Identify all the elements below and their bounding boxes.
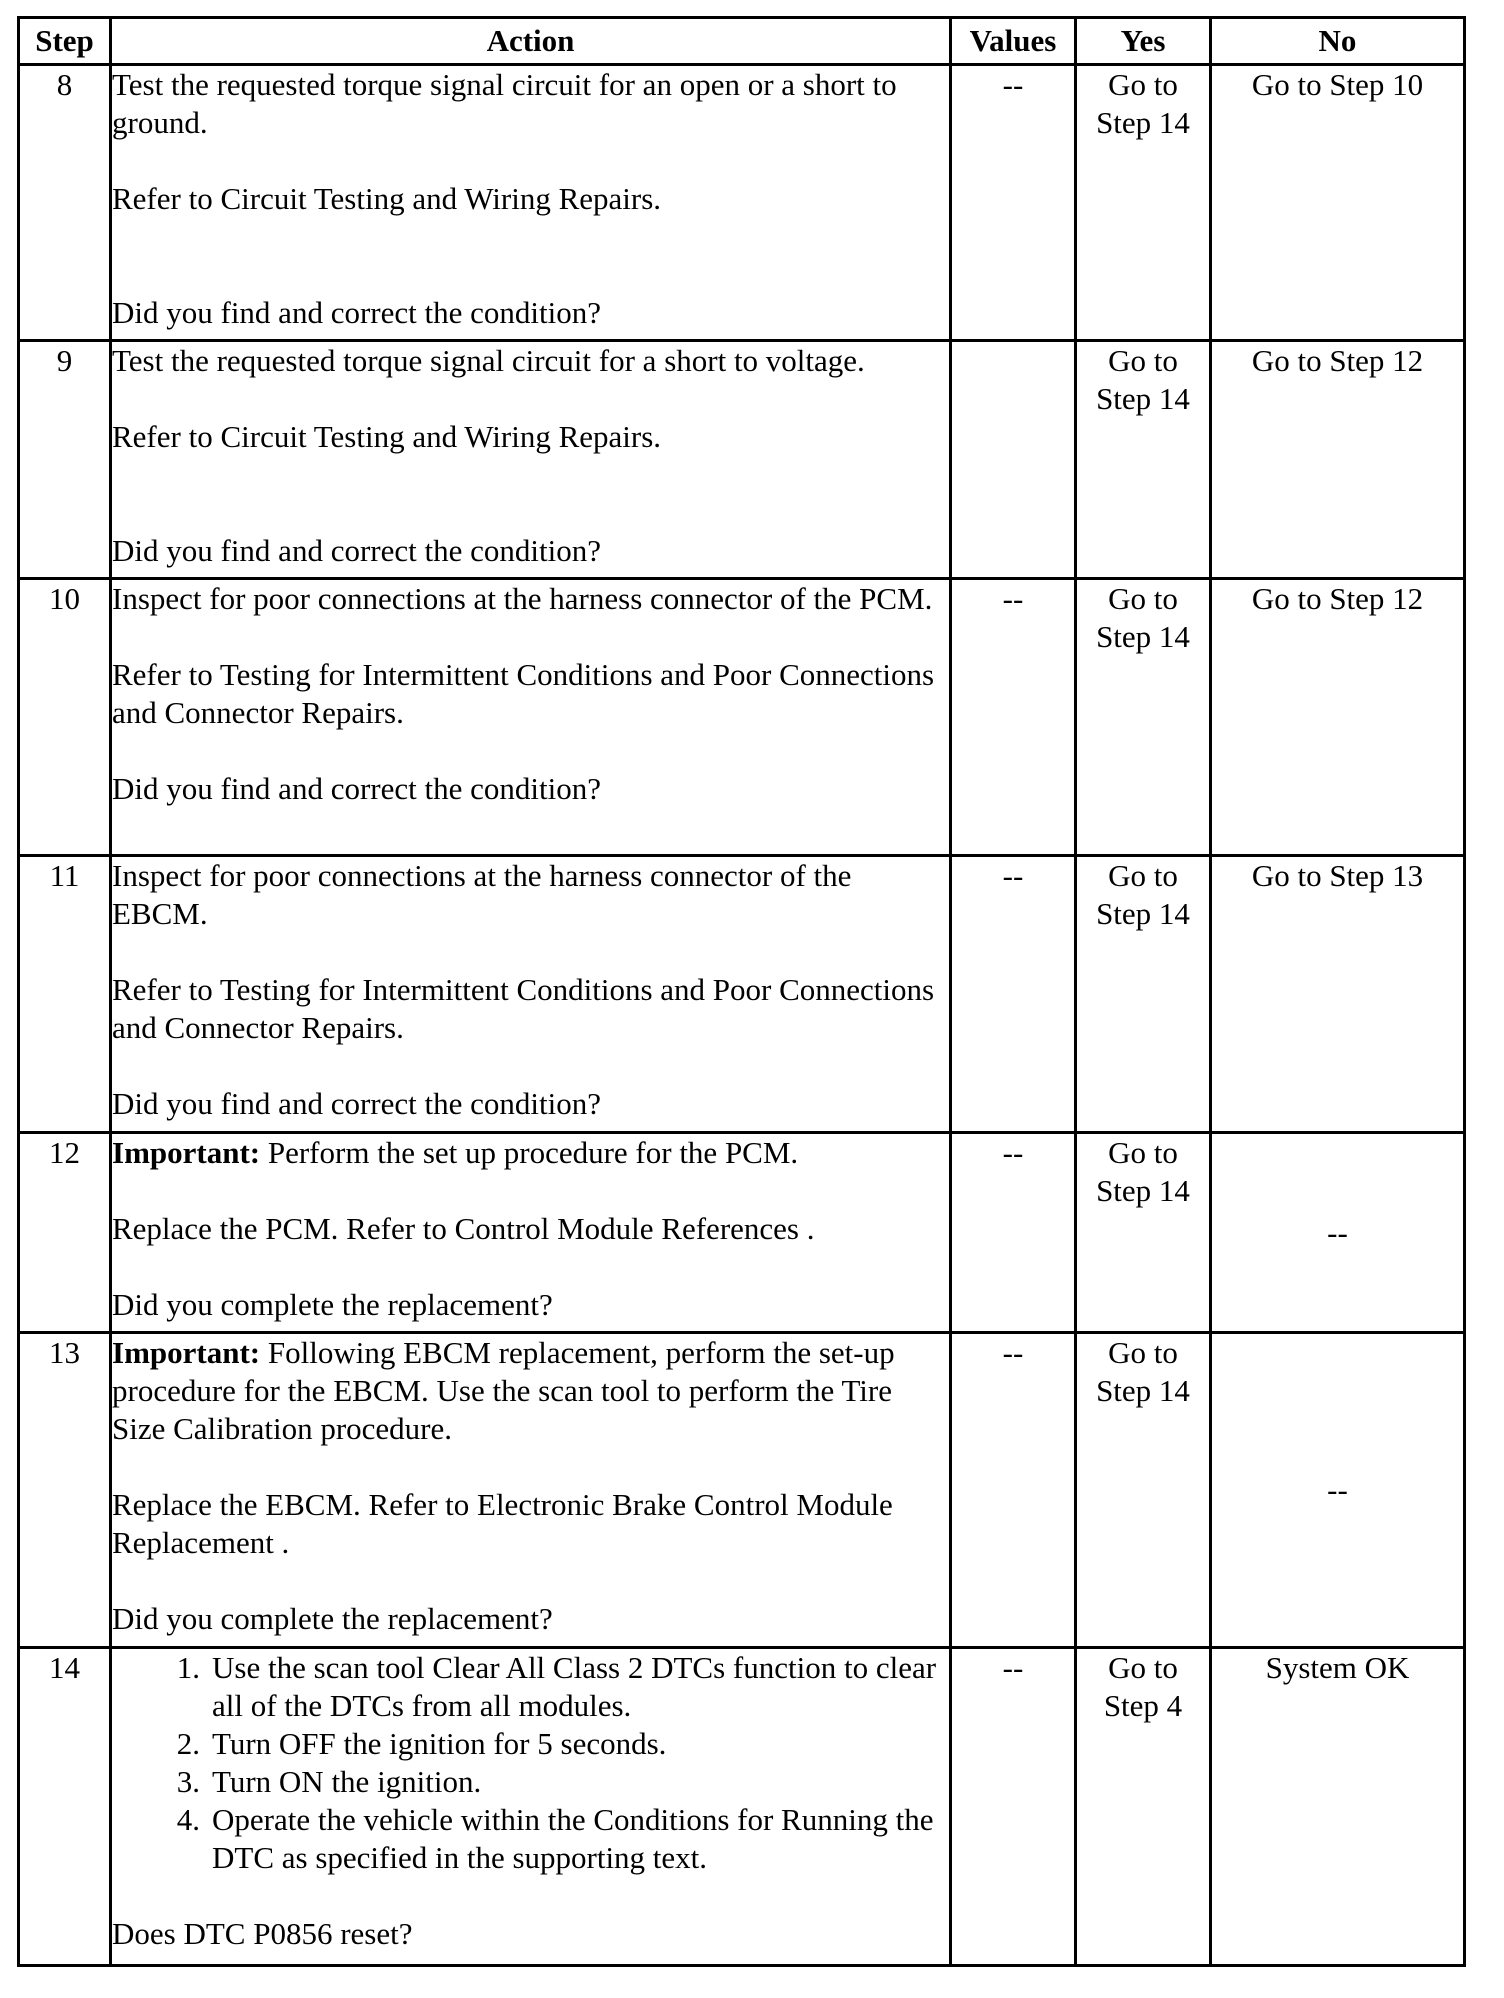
question-text: Did you find and correct the condition?: [112, 1086, 601, 1121]
reference-text: Refer to Circuit Testing and Wiring Repairs.: [112, 181, 662, 216]
question-text: Did you find and correct the condition?: [112, 295, 601, 330]
action-cell: [111, 856, 951, 1133]
yes-cell: Go to Step 14: [1076, 579, 1211, 856]
question-text: Did you complete the replacement?: [112, 1601, 553, 1636]
table-row: [19, 65, 1465, 341]
step-number: 13: [19, 1333, 111, 1648]
yes-cell: Go to Step 14: [1076, 1333, 1211, 1648]
list-item: [112, 1801, 949, 1877]
no-cell: --: [1211, 1133, 1465, 1333]
no-cell: Go to Step 10: [1211, 65, 1465, 341]
reference-text: Refer to Testing for Intermittent Conditions and Poor Connections and Connector Repairs.: [112, 972, 935, 1045]
question-text: Does DTC P0856 reset?: [112, 1916, 413, 1951]
values-cell: --: [951, 579, 1076, 856]
step-number: 14: [19, 1648, 111, 1966]
no-cell: Go to Step 13: [1211, 856, 1465, 1133]
values-cell: --: [951, 65, 1076, 341]
list-item: [112, 1725, 949, 1763]
header-yes: Yes: [1076, 18, 1211, 65]
values-cell: --: [951, 1333, 1076, 1648]
important-label: Important:: [112, 1335, 261, 1370]
important-note: [112, 1334, 949, 1448]
list-text: Turn ON the ignition.: [212, 1764, 482, 1799]
list-item: [112, 1763, 949, 1801]
list-number: 4.: [176, 1802, 200, 1837]
header-row: [19, 18, 1465, 65]
values-cell: --: [951, 1648, 1076, 1966]
table-row: [19, 856, 1465, 1133]
list-number: 2.: [176, 1726, 200, 1761]
table-row: [19, 1133, 1465, 1333]
values-cell: --: [951, 1133, 1076, 1333]
important-label: Important:: [112, 1135, 261, 1170]
yes-cell: Go to Step 14: [1076, 1133, 1211, 1333]
action-text: Test the requested torque signal circuit for a short to voltage.: [112, 343, 865, 378]
question-text: Did you find and correct the condition?: [112, 771, 601, 806]
header-action: Action: [111, 18, 951, 65]
table-row: [19, 341, 1465, 579]
action-cell: [111, 1133, 951, 1333]
header-no: No: [1211, 18, 1465, 65]
table-row: [19, 579, 1465, 856]
header-values: Values: [951, 18, 1076, 65]
yes-cell: Go to Step 14: [1076, 65, 1211, 341]
yes-cell: Go to Step 14: [1076, 856, 1211, 1133]
table-row: [19, 1648, 1465, 1966]
list-number: 1.: [176, 1650, 200, 1685]
values-cell: --: [951, 856, 1076, 1133]
no-cell: Go to Step 12: [1211, 341, 1465, 579]
yes-cell: Go to Step 4: [1076, 1648, 1211, 1966]
question-text: Did you find and correct the condition?: [112, 533, 601, 568]
step-number: 12: [19, 1133, 111, 1333]
step-number: 11: [19, 856, 111, 1133]
list-text: Operate the vehicle within the Conditions for Running the DTC as specified in the supporting text.: [212, 1802, 934, 1875]
action-cell: [111, 341, 951, 579]
no-cell: --: [1211, 1333, 1465, 1648]
action-cell: [111, 579, 951, 856]
list-item: [112, 1649, 949, 1725]
list-text: Use the scan tool Clear All Class 2 DTCs function to clear all of the DTCs from all modules.: [212, 1650, 937, 1723]
action-cell: [111, 1333, 951, 1648]
list-text: Turn OFF the ignition for 5 seconds.: [212, 1726, 667, 1761]
table-row: [19, 1333, 1465, 1648]
header-step: Step: [19, 18, 111, 65]
action-cell: [111, 65, 951, 341]
procedure-list: [112, 1649, 949, 1877]
diagnostic-table: [17, 16, 1466, 1967]
no-cell: Go to Step 12: [1211, 579, 1465, 856]
action-text: Inspect for poor connections at the harness connector of the EBCM.: [112, 858, 852, 931]
question-text: Did you complete the replacement?: [112, 1287, 553, 1322]
important-text: Following EBCM replacement, perform the set-up procedure for the EBCM. Use the scan tool to perform the Tire Size Calibration procedure.: [112, 1335, 895, 1446]
action-text: Inspect for poor connections at the harness connector of the PCM.: [112, 581, 933, 616]
list-number: 3.: [176, 1764, 200, 1799]
values-cell: [951, 341, 1076, 579]
reference-text: Refer to Circuit Testing and Wiring Repairs.: [112, 419, 662, 454]
no-cell: System OK: [1211, 1648, 1465, 1966]
reference-text: Refer to Testing for Intermittent Conditions and Poor Connections and Connector Repairs.: [112, 657, 935, 730]
step-number: 8: [19, 65, 111, 341]
reference-text: Replace the EBCM. Refer to Electronic Brake Control Module Replacement .: [112, 1487, 893, 1560]
important-text: Perform the set up procedure for the PCM.: [260, 1135, 799, 1170]
yes-cell: Go to Step 14: [1076, 341, 1211, 579]
reference-text: Replace the PCM. Refer to Control Module References .: [112, 1211, 815, 1246]
step-number: 10: [19, 579, 111, 856]
step-number: 9: [19, 341, 111, 579]
action-text: Test the requested torque signal circuit for an open or a short to ground.: [112, 67, 897, 140]
action-cell: [111, 1648, 951, 1966]
important-note: [112, 1134, 949, 1172]
